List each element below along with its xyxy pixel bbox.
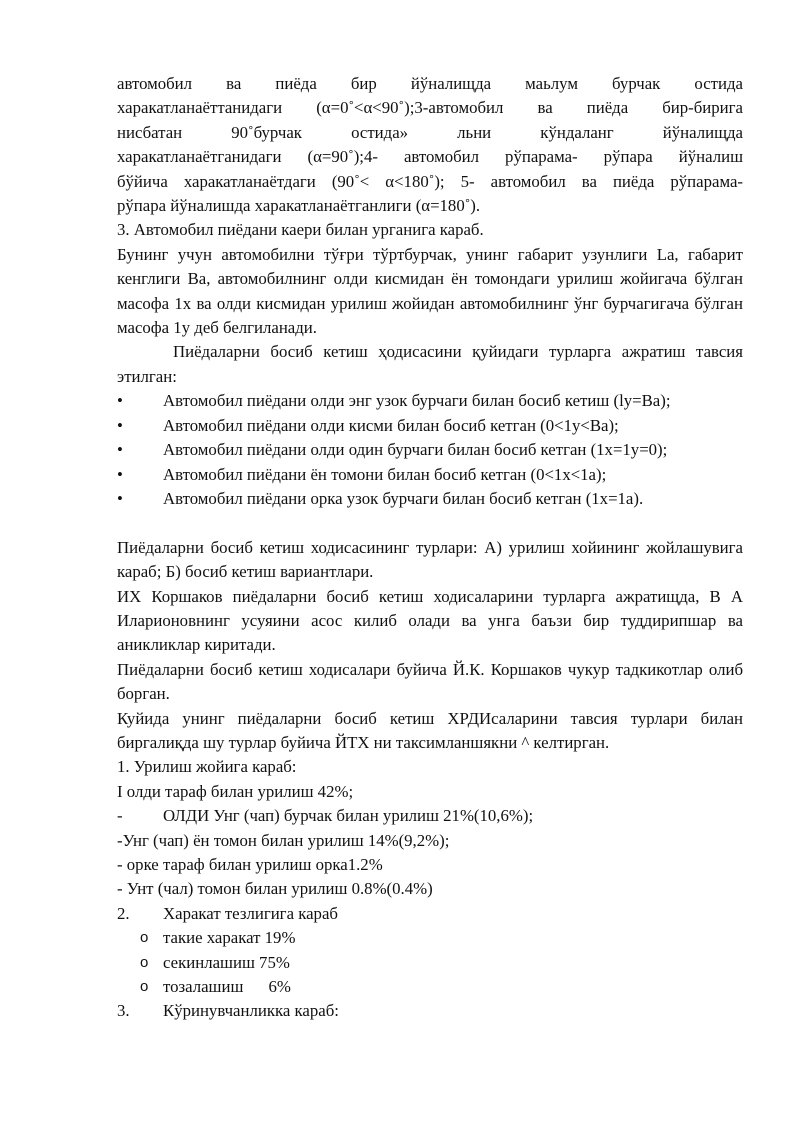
section-heading: 3. Автомобил пиёдани каери билан урганига караб. — [117, 220, 484, 240]
text-line: харакатланаётганидаги (α=90˚);4- автомобил рўпарама- рўпара йўналиш — [117, 147, 743, 167]
sub-list-item — [117, 926, 743, 950]
blank-line — [117, 511, 743, 535]
list-item-text: ОЛДИ Унг (чап) бурчак билан урилиш 21%(10,6%); — [163, 806, 534, 826]
list-item-text: такие харакат 19% — [163, 928, 296, 948]
number-marker: 3. — [117, 1001, 130, 1021]
list-item — [117, 902, 743, 926]
list-item — [117, 389, 743, 413]
list-item-text: Автомобил пиёдани олди один бурчаги билан босиб кетган (1х=1у=0); — [163, 440, 668, 460]
paragraph: Пиёдаларни босиб кетиш ходисалари буйича Й.К. Коршаков чукур тадкикотлар олиб борган. — [117, 659, 743, 704]
text-line: -Унг (чап) ён томон билан урилиш 14%(9,2%); — [117, 830, 450, 850]
sub-list-item — [117, 951, 743, 975]
text-line: - орке тараф билан урилиш орка1.2% — [117, 854, 383, 874]
circle-bullet-icon: o — [140, 929, 149, 947]
bullet-marker: • — [117, 488, 123, 508]
list-item — [117, 463, 743, 487]
bullet-marker: • — [117, 464, 123, 484]
text-line: харакатланаёттанидаги (α=0˚<α<90˚);3-автомобил ва пиёда бир-бирига — [117, 98, 743, 118]
list-heading: 1. Урилиш жойига караб: — [117, 757, 297, 777]
dash-marker: - — [117, 806, 123, 826]
list-item-text: тозалашиш 6% — [163, 977, 291, 997]
text-line: - Унт (чал) томон билан урилиш 0.8%(0.4%) — [117, 879, 433, 899]
paragraph: ИХ Коршаков пиёдаларни босиб кетиш ходисаларини турларга ажратищда, В А Иларионовнинг усуяини асос килиб олади ва унга баъзи бир туддирипшар ва аникликлар киритади. — [117, 586, 743, 655]
list-item-text: Харакат тезлигига караб — [163, 903, 338, 923]
text-line: нисбатан 90˚бурчак остида» льни кўндаланг йўналищда — [117, 122, 743, 142]
list-item-text: Автомобил пиёдани ён томони билан босиб кетган (0<1х<1а); — [163, 464, 607, 484]
circle-bullet-icon: o — [140, 978, 149, 996]
bullet-marker: • — [117, 391, 123, 411]
circle-bullet-icon: o — [140, 953, 149, 971]
list-item — [117, 487, 743, 511]
document-body — [117, 72, 743, 1024]
list-item — [117, 414, 743, 438]
text-line: бўйича харакатланаётдаги (90˚< α<180˚); 5- автомобил ва пиёда рўпарама- — [117, 171, 743, 191]
list-item-text: Кўринувчанликка караб: — [163, 1001, 339, 1021]
paragraph: Бунинг учун автомобилни тўғри тўртбурчак, унинг габарит узунлиги La, габарит кенглиги Ва, автомобилнинг олди кисмидан ён томондаги урилиш жойигача бўлган масофа 1х ва олди кисмидан урилиш жойидан автомобилнинг ўнг бурчагигача бўлган масофа 1у деб белгиланади. — [117, 244, 743, 338]
list-item-text: Автомобил пиёдани олди энг узок бурчаги билан босиб кетиш (ly=Ba); — [163, 391, 671, 411]
list-item — [117, 438, 743, 462]
number-marker: 2. — [117, 903, 130, 923]
paragraph: Пиёдаларни босиб кетиш ҳодисасини қуйидаги турларга ажратиш тавсия этилган: — [117, 342, 743, 386]
list-item — [117, 999, 743, 1023]
list-item-text: секинлашиш 75% — [163, 952, 290, 972]
bullet-marker: • — [117, 415, 123, 435]
text-line: I олди тараф билан урилиш 42%; — [117, 781, 354, 801]
text-line: рўпара йўналишда харакатланаётганлиги (α=180˚). — [117, 196, 481, 216]
bullet-marker: • — [117, 440, 123, 460]
list-item-text: Автомобил пиёдани орка узок бурчаги билан босиб кетган (1х=1а). — [163, 488, 644, 508]
list-item-text: Автомобил пиёдани олди кисми билан босиб кетган (0<1y<Ba); — [163, 415, 619, 435]
list-item — [117, 804, 743, 828]
sub-list-item — [117, 975, 743, 999]
paragraph: Куйида унинг пиёдаларни босиб кетиш ХРДИсаларини тавсия турлари билан биргалиқда шу турлар буйича ЙТХ ни таксимланшякни ^ келтирган. — [117, 708, 743, 752]
paragraph: Пиёдаларни босиб кетиш ходисасининг турлари: А) урилиш хойининг жойлашувига караб; Б) босиб кетиш вариантлари. — [117, 537, 743, 582]
text-line: автомобил ва пиёда бир йўналищда маьлум бурчак остида — [117, 74, 743, 93]
bullet-list — [117, 389, 743, 511]
